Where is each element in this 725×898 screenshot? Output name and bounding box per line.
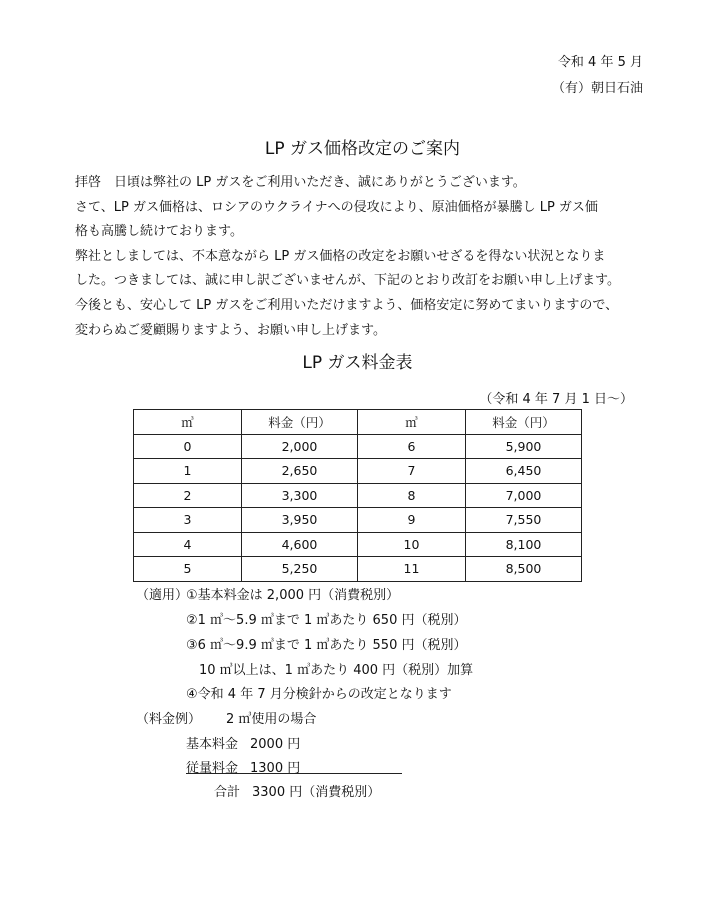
document-title: LP ガス価格改定のご案内 bbox=[264, 139, 461, 159]
table-row bbox=[134, 557, 582, 582]
note-item: ④令和 4 年 7 月分検針からの改定となります bbox=[186, 687, 452, 702]
table-cell: 3 bbox=[134, 508, 242, 533]
effective-date: （令和 4 年 7 月 1 日～） bbox=[479, 392, 633, 407]
body-line: 変わらぬご愛顧賜りますよう、お願い申し上げます。 bbox=[75, 322, 386, 338]
table-cell: 5,250 bbox=[242, 557, 358, 582]
note-item: ①基本料金は 2,000 円（消費税別） bbox=[186, 588, 400, 603]
table-cell: 2,650 bbox=[242, 459, 358, 484]
table-cell: 4 bbox=[134, 532, 242, 557]
body-line: 今後とも、安心して LP ガスをご利用いただけますよう、価格安定に努めてまいりますので、 bbox=[75, 297, 619, 313]
table-cell: 8,100 bbox=[466, 532, 582, 557]
table-cell: 3,300 bbox=[242, 483, 358, 508]
table-cell: 2,000 bbox=[242, 434, 358, 459]
sum-divider bbox=[186, 773, 402, 774]
table-cell: 11 bbox=[358, 557, 466, 582]
table-cell: 10 bbox=[358, 532, 466, 557]
body-line: した。つきましては、誠に申し訳ございませんが、下記のとおり改訂をお願い申し上げます。 bbox=[75, 273, 620, 289]
body-line: さて、LP ガス価格は、ロシアのウクライナへの侵攻により、原油価格が暴騰し LP ガス価 bbox=[75, 199, 598, 215]
column-header-price: 料金（円） bbox=[242, 410, 358, 435]
table-cell: 8 bbox=[358, 483, 466, 508]
column-header-volume: ㎥ bbox=[358, 410, 466, 435]
body-line: 弊社としましては、不本意ながら LP ガス価格の改定をお願いせざるを得ない状況となりま bbox=[75, 248, 606, 264]
example-base-row bbox=[186, 733, 300, 752]
company-name: （有）朝日石油 bbox=[551, 81, 643, 96]
table-cell: 7 bbox=[358, 459, 466, 484]
table-row bbox=[134, 459, 582, 484]
table-cell: 1 bbox=[134, 459, 242, 484]
example-label: （料金例） bbox=[136, 712, 202, 727]
note-item: ③6 ㎥～9.9 ㎥まで 1 ㎥あたり 550 円（税別） bbox=[186, 638, 467, 653]
table-row bbox=[134, 508, 582, 533]
table-cell: 5 bbox=[134, 557, 242, 582]
table-row bbox=[134, 532, 582, 557]
table-cell: 7,000 bbox=[466, 483, 582, 508]
note-item: ②1 ㎥～5.9 ㎥まで 1 ㎥あたり 650 円（税別） bbox=[186, 613, 467, 628]
example-base-label: 基本料金 bbox=[186, 737, 239, 752]
column-header-price: 料金（円） bbox=[466, 410, 582, 435]
example-total-value: 3300 円（消費税別） bbox=[252, 785, 381, 800]
example-title: 2 ㎥使用の場合 bbox=[226, 712, 317, 727]
fee-table-title: LP ガス料金表 bbox=[302, 353, 413, 373]
table-cell: 0 bbox=[134, 434, 242, 459]
note-item: 10 ㎥以上は、1 ㎥あたり 400 円（税別）加算 bbox=[199, 663, 474, 678]
table-cell: 8,500 bbox=[466, 557, 582, 582]
example-base-value: 2000 円 bbox=[250, 737, 301, 752]
fee-table bbox=[133, 409, 582, 582]
table-cell: 5,900 bbox=[466, 434, 582, 459]
table-cell: 2 bbox=[134, 483, 242, 508]
table-cell: 6,450 bbox=[466, 459, 582, 484]
body-line: 拝啓 日頃は弊社の LP ガスをご利用いただき、誠にありがとうございます。 bbox=[75, 175, 526, 190]
body-line: 格も高騰し続けております。 bbox=[75, 224, 243, 240]
example-total-row bbox=[214, 781, 380, 800]
notice-date: 令和 4 年 5 月 bbox=[557, 55, 643, 70]
table-cell: 4,600 bbox=[242, 532, 358, 557]
example-total-label: 合計 bbox=[214, 785, 241, 800]
table-cell: 7,550 bbox=[466, 508, 582, 533]
column-header-volume: ㎥ bbox=[134, 410, 242, 435]
table-header-row bbox=[134, 410, 582, 435]
table-cell: 9 bbox=[358, 508, 466, 533]
body-text bbox=[75, 171, 650, 343]
table-cell: 3,950 bbox=[242, 508, 358, 533]
example-usage-label: 従量料金 bbox=[186, 761, 239, 776]
table-row bbox=[134, 483, 582, 508]
notes-label: （適用） bbox=[136, 588, 189, 603]
table-cell: 6 bbox=[358, 434, 466, 459]
example-usage-value: 1300 円 bbox=[250, 761, 301, 776]
table-row bbox=[134, 434, 582, 459]
